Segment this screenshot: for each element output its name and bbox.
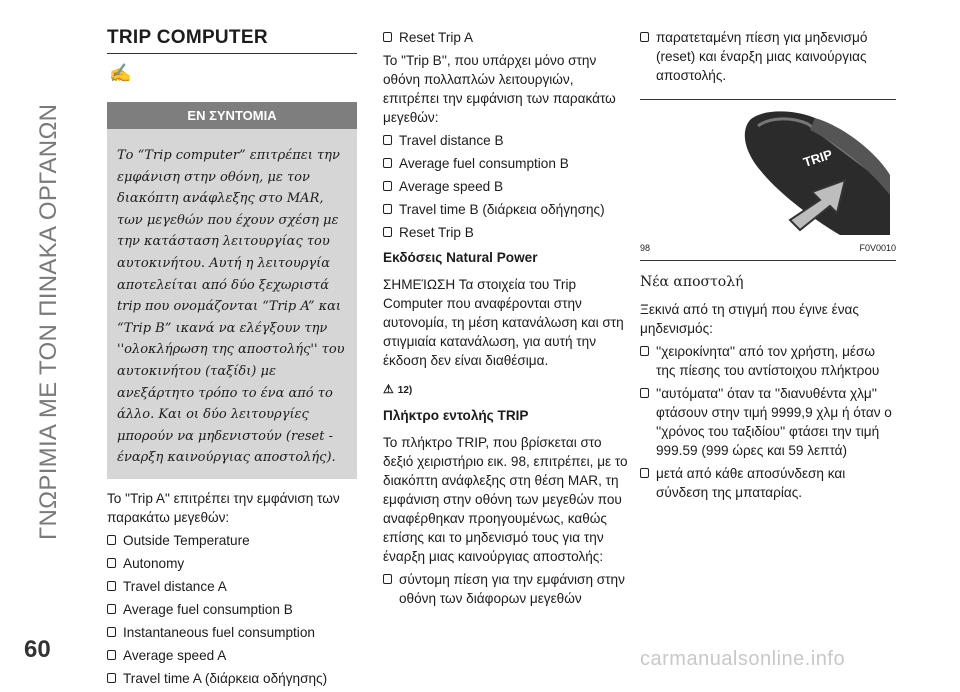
list-item: Average fuel consumption B (383, 154, 633, 173)
column-3 (640, 28, 896, 506)
list-item: Reset Trip B (383, 223, 633, 242)
trip-button-paragraph: Το πλήκτρο TRIP, που βρίσκεται στο δεξιό χειριστήριο εικ. 98, επιτρέπει, με το διακόπτη ανάφλεξης στη θέση MAR, τη εμφάνιση στην οθόνη των μεγεθών που αναφέρθηκαν προηγουμένως, καθώς επίσης και το μηδενισμό τους για την έναρξη μιας καινούργιας αποστολής: (383, 435, 628, 564)
list-item: μετά από κάθε αποσύνδεση και σύνδεση της μπαταρίας. (640, 464, 896, 502)
column-1 (107, 28, 357, 692)
trip-a-intro: Το "Trip A" επιτρέπει την εμφάνιση των παρακάτω μεγεθών: (107, 490, 340, 525)
note-paragraph: ΣΗΜΕΊΩΣΗ Τα στοιχεία του Trip Computer που αναφέρονται στην αυτονομία, τη μέση κατανάλωση και στη στιγμιαία κατανάλωση, για αυτή την έκδοση δεν είναι διαθέσιμα. (383, 277, 624, 368)
figure-number: 98 (640, 243, 651, 253)
subheading-trip-button: Πλήκτρο εντολής TRIP (383, 408, 529, 423)
trip-b-intro: Το "Trip B'', που υπάρχει μόνο στην οθόνη πολλαπλών λειτουργιών, επιτρέπει την εμφάνιση των παρακάτω μεγεθών: (383, 53, 616, 125)
list-item: Travel distance A (107, 577, 357, 596)
summary-box (107, 102, 357, 479)
list-item: Outside Temperature (107, 531, 357, 550)
list-item: σύντομη πίεση για την εμφάνιση στην οθόνη των διάφορων μεγεθών (383, 570, 633, 608)
list-item: ''χειροκίνητα'' από τον χρήστη, μέσω της πίεσης του αντίστοιχου πλήκτρου (640, 342, 896, 380)
list-item: Travel time B (διάρκεια οδήγησης) (383, 200, 633, 219)
list-item: Travel time A (διάρκεια οδήγησης) (107, 669, 357, 688)
list-item: παρατεταμένη πίεση για μηδενισμό (reset) και έναρξη μιας καινούργιας αποστολής. (640, 28, 896, 85)
list-item: Instantaneous fuel consumption (107, 623, 357, 642)
side-chapter-title (12, 10, 72, 550)
trip-button-list (383, 570, 633, 608)
column-2 (383, 28, 633, 612)
note-reference: ⚠ 12) (383, 380, 633, 400)
list-item: Autonomy (107, 554, 357, 573)
section-title: TRIP COMPUTER (107, 28, 357, 54)
trip-button-label: TRIP (801, 146, 835, 170)
trip-button-list-cont (640, 28, 896, 85)
trip-a-list-cont (383, 28, 633, 47)
figure-code: F0V0010 (859, 243, 896, 253)
figure-98 (640, 99, 896, 261)
trip-a-list (107, 531, 357, 688)
list-item: Reset Trip A (383, 28, 633, 47)
list-item: Average speed B (383, 177, 633, 196)
list-item: Travel distance B (383, 131, 633, 150)
summary-header: ΕΝ ΣΥΝΤΟΜΙΑ (107, 102, 357, 129)
new-trip-list (640, 342, 896, 502)
summary-text: Το “Trip computer” επιτρέπει την εμφάνιση στην οθόνη, με τον διακόπτη ανάφλεξης στο MAR, των μεγεθών που έχουν σχέση με την κατάσταση λειτουργίας του αυτοκινήτου. Αυτή η λειτουργία αποτελείται από δύο ξεχωριστά trip που ονομάζονται “Trip A” και “Trip B” ικανά να ελέγξουν την ''ολοκλήρωση της αποστολής'' του αυτοκινήτου (ταξίδι) με ανεξάρτητο τρόπο το ένα από το άλλο. Και οι δύο λειτουργίες μπορούν να μηδενιστούν (reset - έναρξη καινούργιας αποστολής). (117, 148, 345, 466)
trip-stalk-illustration (640, 100, 896, 245)
new-trip-intro: Ξεκινά από τη στιγμή που έγινε ένας μηδενισμός: (640, 302, 859, 336)
new-trip-heading: Νέα αποστολή (640, 274, 744, 290)
list-item: Average fuel consumption B (107, 600, 357, 619)
warning-hand-icon: ✍ (109, 63, 132, 83)
trip-b-list (383, 131, 633, 242)
subheading-natural-power: Εκδόσεις Natural Power (383, 250, 538, 265)
list-item: ''αυτόματα'' όταν τα ''διανυθέντα χλμ'' φτάσουν στην τιμή 9999,9 χλμ ή όταν ο ''χρόνος του ταξιδίου'' φτάσει την τιμή 999.59 (999 ώρες και 59 λεπτά) (640, 384, 896, 460)
side-chapter-title-text: ΓΝΩΡΙΜΙΑ ΜΕ ΤΟΝ ΠΙΝΑΚΑ ΟΡΓΑΝΩΝ (35, 103, 62, 540)
watermark: carmanualsonline.info (640, 648, 846, 670)
page-number: 60 (24, 636, 51, 663)
list-item: Average speed A (107, 646, 357, 665)
